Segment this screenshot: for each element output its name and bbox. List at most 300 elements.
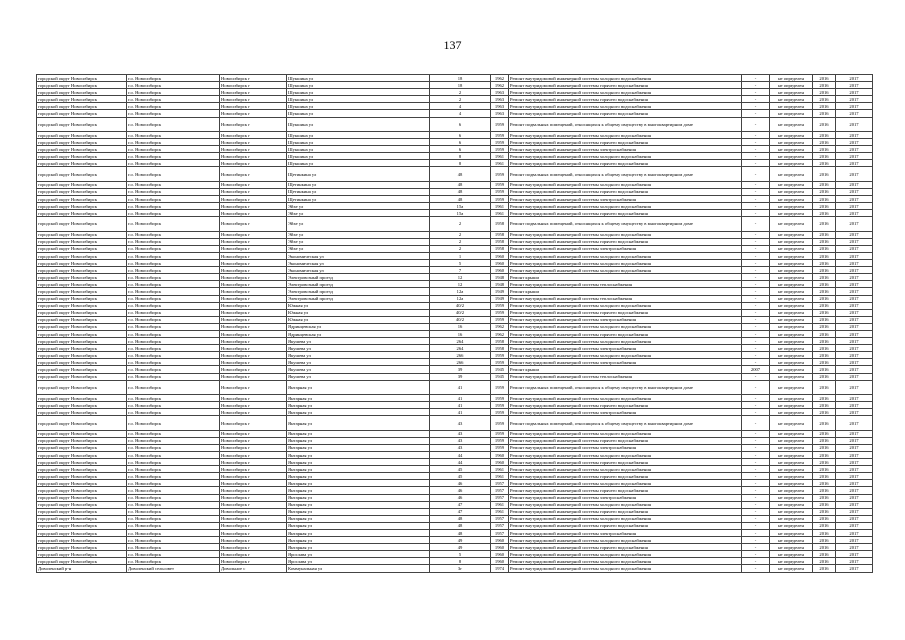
cell-cost: не определен	[770, 466, 813, 473]
cell-year-built: 1962	[491, 330, 509, 337]
cell-prev-repair-year: -	[742, 302, 770, 309]
cell-end-year: 2017	[836, 260, 873, 267]
cell-year-built: 1959	[491, 167, 509, 181]
cell-municipality: городской округ Новосибирск	[37, 238, 127, 245]
cell-year-built: 1959	[491, 359, 509, 366]
cell-settlement: г.о. Новосибирск	[127, 459, 220, 466]
cell-year-built: 1962	[491, 82, 509, 89]
cell-municipality: городской округ Новосибирск	[37, 103, 127, 110]
cell-street: Якушева ул	[287, 373, 430, 380]
cell-street: Янтарная ул	[287, 537, 430, 544]
cell-street: Щетинкина ул	[287, 181, 430, 188]
cell-work-type: Ремонт внутридомовой инженерной системы холодного водоснабжения	[509, 515, 742, 522]
table-row	[37, 444, 873, 451]
cell-work-type: Ремонт внутридомовой инженерной системы горячего водоснабжения	[509, 402, 742, 409]
cell-work-type: Ремонт внутридомовой инженерной системы горячего водоснабжения	[509, 188, 742, 195]
cell-cost: не определен	[770, 437, 813, 444]
cell-year-built: 1963	[491, 96, 509, 103]
cell-year-built: 1945	[491, 366, 509, 373]
cell-locality: Новосибирск г	[220, 203, 287, 210]
cell-street: Электровозный проезд	[287, 288, 430, 295]
cell-work-type: Ремонт внутридомовой инженерной системы горячего водоснабжения	[509, 508, 742, 515]
cell-cost: не определен	[770, 473, 813, 480]
cell-house-number: 49	[430, 537, 491, 544]
cell-municipality: городской округ Новосибирск	[37, 409, 127, 416]
cell-locality: Новосибирск г	[220, 82, 287, 89]
cell-year-built: 1959	[491, 352, 509, 359]
cell-year-built: 1961	[491, 153, 509, 160]
cell-work-type: Ремонт внутридомовой инженерной системы электроснабжения	[509, 359, 742, 366]
cell-prev-repair-year: -	[742, 551, 770, 558]
cell-prev-repair-year: -	[742, 89, 770, 96]
cell-municipality: городской округ Новосибирск	[37, 231, 127, 238]
cell-locality: Новосибирск г	[220, 316, 287, 323]
cell-year-built: 1959	[491, 181, 509, 188]
cell-start-year: 2016	[813, 302, 836, 309]
cell-end-year: 2017	[836, 409, 873, 416]
table-row	[37, 373, 873, 380]
cell-end-year: 2017	[836, 110, 873, 117]
cell-work-type: Ремонт подвальных помещений, относящихся к общему имуществу в многоквартирном доме	[509, 217, 742, 231]
cell-start-year: 2016	[813, 281, 836, 288]
cell-year-built: 1960	[491, 558, 509, 565]
cell-settlement: г.о. Новосибирск	[127, 416, 220, 430]
cell-street: Янтарная ул	[287, 380, 430, 394]
cell-settlement: г.о. Новосибирск	[127, 217, 220, 231]
cell-prev-repair-year: -	[742, 558, 770, 565]
cell-end-year: 2017	[836, 437, 873, 444]
cell-prev-repair-year: -	[742, 203, 770, 210]
cell-prev-repair-year: -	[742, 103, 770, 110]
cell-house-number: 44	[430, 459, 491, 466]
cell-start-year: 2016	[813, 409, 836, 416]
cell-work-type: Ремонт внутридомовой инженерной системы теплоснабжения	[509, 295, 742, 302]
cell-year-built: 1961	[491, 473, 509, 480]
cell-year-built: 1959	[491, 131, 509, 138]
cell-work-type: Ремонт внутридомовой инженерной системы горячего водоснабжения	[509, 437, 742, 444]
cell-cost: не определен	[770, 345, 813, 352]
cell-prev-repair-year: -	[742, 451, 770, 458]
cell-house-number: 39	[430, 366, 491, 373]
cell-street: Экономическая ул	[287, 267, 430, 274]
cell-cost: не определен	[770, 281, 813, 288]
cell-end-year: 2017	[836, 480, 873, 487]
cell-year-built: 1959	[491, 196, 509, 203]
cell-prev-repair-year: -	[742, 323, 770, 330]
cell-start-year: 2016	[813, 146, 836, 153]
cell-settlement: г.о. Новосибирск	[127, 522, 220, 529]
cell-prev-repair-year: -	[742, 437, 770, 444]
cell-start-year: 2016	[813, 153, 836, 160]
cell-start-year: 2016	[813, 188, 836, 195]
cell-year-built: 1962	[491, 75, 509, 82]
cell-work-type: Ремонт внутридомовой инженерной системы холодного водоснабжения	[509, 181, 742, 188]
cell-work-type: Ремонт внутридомовой инженерной системы холодного водоснабжения	[509, 551, 742, 558]
cell-year-built: 1959	[491, 188, 509, 195]
cell-municipality: Доволенский р-н	[37, 565, 127, 572]
cell-year-built: 1961	[491, 466, 509, 473]
cell-street: Янтарная ул	[287, 395, 430, 402]
table-row	[37, 146, 873, 153]
cell-year-built: 1960	[491, 451, 509, 458]
table-row	[37, 416, 873, 430]
cell-cost: не определен	[770, 188, 813, 195]
cell-municipality: городской округ Новосибирск	[37, 395, 127, 402]
cell-settlement: г.о. Новосибирск	[127, 330, 220, 337]
cell-street: Янтарная ул	[287, 402, 430, 409]
table-row	[37, 558, 873, 565]
cell-year-built: 1958	[491, 217, 509, 231]
cell-street: Шукшина ул	[287, 117, 430, 131]
table-row	[37, 274, 873, 281]
cell-house-number: 48	[430, 530, 491, 537]
cell-start-year: 2016	[813, 338, 836, 345]
table-row	[37, 352, 873, 359]
cell-cost: не определен	[770, 508, 813, 515]
cell-municipality: городской округ Новосибирск	[37, 217, 127, 231]
cell-municipality: городской округ Новосибирск	[37, 515, 127, 522]
cell-municipality: городской округ Новосибирск	[37, 522, 127, 529]
cell-settlement: г.о. Новосибирск	[127, 89, 220, 96]
cell-cost: не определен	[770, 75, 813, 82]
cell-house-number: 264	[430, 338, 491, 345]
cell-year-built: 1963	[491, 103, 509, 110]
cell-settlement: г.о. Новосибирск	[127, 487, 220, 494]
cell-street: Янтарная ул	[287, 544, 430, 551]
cell-cost: не определен	[770, 515, 813, 522]
cell-street: Экономическая ул	[287, 260, 430, 267]
cell-end-year: 2017	[836, 323, 873, 330]
cell-house-number: 5	[430, 260, 491, 267]
cell-start-year: 2016	[813, 508, 836, 515]
cell-cost: не определен	[770, 416, 813, 430]
cell-house-number: 3г	[430, 565, 491, 572]
cell-municipality: городской округ Новосибирск	[37, 288, 127, 295]
cell-locality: Новосибирск г	[220, 508, 287, 515]
cell-work-type: Ремонт внутридомовой инженерной системы теплоснабжения	[509, 373, 742, 380]
cell-year-built: 1948	[491, 281, 509, 288]
cell-house-number: 15а	[430, 210, 491, 217]
table-row	[37, 366, 873, 373]
cell-settlement: г.о. Новосибирск	[127, 188, 220, 195]
cell-start-year: 2016	[813, 181, 836, 188]
table-row	[37, 252, 873, 259]
cell-locality: Новосибирск г	[220, 522, 287, 529]
cell-work-type: Ремонт внутридомовой инженерной системы холодного водоснабжения	[509, 89, 742, 96]
cell-municipality: городской округ Новосибирск	[37, 274, 127, 281]
cell-work-type: Ремонт внутридомовой инженерной системы холодного водоснабжения	[509, 103, 742, 110]
cell-work-type: Ремонт внутридомовой инженерной системы горячего водоснабжения	[509, 544, 742, 551]
cell-end-year: 2017	[836, 338, 873, 345]
cell-start-year: 2016	[813, 515, 836, 522]
cell-house-number: 43	[430, 437, 491, 444]
cell-prev-repair-year: -	[742, 466, 770, 473]
cell-start-year: 2016	[813, 466, 836, 473]
cell-prev-repair-year: -	[742, 274, 770, 281]
cell-start-year: 2016	[813, 494, 836, 501]
cell-prev-repair-year: -	[742, 530, 770, 537]
cell-end-year: 2017	[836, 373, 873, 380]
cell-work-type: Ремонт внутридомовой инженерной системы холодного водоснабжения	[509, 480, 742, 487]
cell-end-year: 2017	[836, 515, 873, 522]
table-row	[37, 117, 873, 131]
table-row	[37, 302, 873, 309]
cell-cost: не определен	[770, 530, 813, 537]
cell-municipality: городской округ Новосибирск	[37, 260, 127, 267]
cell-work-type: Ремонт внутридомовой инженерной системы горячего водоснабжения	[509, 473, 742, 480]
cell-settlement: г.о. Новосибирск	[127, 252, 220, 259]
cell-house-number: 12	[430, 274, 491, 281]
cell-municipality: городской округ Новосибирск	[37, 167, 127, 181]
table-row	[37, 181, 873, 188]
cell-prev-repair-year: -	[742, 288, 770, 295]
cell-locality: Новосибирск г	[220, 480, 287, 487]
cell-work-type: Ремонт внутридомовой инженерной системы холодного водоснабжения	[509, 565, 742, 572]
cell-locality: Новосибирск г	[220, 338, 287, 345]
cell-work-type: Ремонт внутридомовой инженерной системы холодного водоснабжения	[509, 231, 742, 238]
cell-end-year: 2017	[836, 309, 873, 316]
cell-work-type: Ремонт крыши	[509, 274, 742, 281]
cell-end-year: 2017	[836, 103, 873, 110]
cell-house-number: 41	[430, 380, 491, 394]
cell-prev-repair-year: -	[742, 117, 770, 131]
cell-year-built: 1959	[491, 402, 509, 409]
cell-municipality: городской округ Новосибирск	[37, 551, 127, 558]
cell-locality: Новосибирск г	[220, 302, 287, 309]
cell-start-year: 2016	[813, 274, 836, 281]
cell-end-year: 2017	[836, 330, 873, 337]
cell-work-type: Ремонт внутридомовой инженерной системы холодного водоснабжения	[509, 558, 742, 565]
cell-locality: Новосибирск г	[220, 196, 287, 203]
cell-house-number: 48	[430, 515, 491, 522]
cell-prev-repair-year: -	[742, 316, 770, 323]
cell-locality: Новосибирск г	[220, 359, 287, 366]
cell-prev-repair-year: -	[742, 373, 770, 380]
cell-work-type: Ремонт внутридомовой инженерной системы горячего водоснабжения	[509, 238, 742, 245]
cell-cost: не определен	[770, 330, 813, 337]
cell-year-built: 1958	[491, 338, 509, 345]
cell-house-number: 264	[430, 345, 491, 352]
page-number: 137	[443, 38, 462, 52]
cell-start-year: 2016	[813, 288, 836, 295]
cell-start-year: 2016	[813, 131, 836, 138]
cell-end-year: 2017	[836, 501, 873, 508]
cell-settlement: г.о. Новосибирск	[127, 451, 220, 458]
cell-street: Ядринцевская ул	[287, 323, 430, 330]
cell-cost: не определен	[770, 459, 813, 466]
cell-street: Якушева ул	[287, 366, 430, 373]
cell-work-type: Ремонт крыши	[509, 366, 742, 373]
cell-work-type: Ремонт внутридомовой инженерной системы холодного водоснабжения	[509, 501, 742, 508]
cell-prev-repair-year: -	[742, 501, 770, 508]
cell-house-number: 45	[430, 473, 491, 480]
cell-locality: Новосибирск г	[220, 395, 287, 402]
cell-end-year: 2017	[836, 302, 873, 309]
cell-end-year: 2017	[836, 451, 873, 458]
cell-settlement: г.о. Новосибирск	[127, 430, 220, 437]
cell-end-year: 2017	[836, 551, 873, 558]
cell-cost: не определен	[770, 487, 813, 494]
cell-work-type: Ремонт внутридомовой инженерной системы холодного водоснабжения	[509, 75, 742, 82]
cell-municipality: городской округ Новосибирск	[37, 295, 127, 302]
cell-locality: Новосибирск г	[220, 537, 287, 544]
cell-year-built: 1957	[491, 494, 509, 501]
cell-settlement: г.о. Новосибирск	[127, 402, 220, 409]
cell-street: Янтарная ул	[287, 487, 430, 494]
cell-prev-repair-year: -	[742, 167, 770, 181]
table-row	[37, 203, 873, 210]
cell-prev-repair-year: -	[742, 459, 770, 466]
cell-cost: не определен	[770, 316, 813, 323]
cell-municipality: городской округ Новосибирск	[37, 89, 127, 96]
cell-prev-repair-year: -	[742, 537, 770, 544]
cell-house-number: 48	[430, 181, 491, 188]
table-row	[37, 565, 873, 572]
cell-end-year: 2017	[836, 181, 873, 188]
cell-prev-repair-year: -	[742, 110, 770, 117]
table-row	[37, 537, 873, 544]
cell-municipality: городской округ Новосибирск	[37, 309, 127, 316]
cell-work-type: Ремонт внутридомовой инженерной системы холодного водоснабжения	[509, 131, 742, 138]
cell-work-type: Ремонт внутридомовой инженерной системы горячего водоснабжения	[509, 522, 742, 529]
cell-street: Шукшина ул	[287, 131, 430, 138]
cell-settlement: г.о. Новосибирск	[127, 238, 220, 245]
cell-cost: не определен	[770, 160, 813, 167]
cell-street: Электровозный проезд	[287, 295, 430, 302]
cell-locality: Новосибирск г	[220, 416, 287, 430]
cell-cost: не определен	[770, 89, 813, 96]
table-row	[37, 515, 873, 522]
cell-end-year: 2017	[836, 167, 873, 181]
cell-cost: не определен	[770, 444, 813, 451]
table-row	[37, 330, 873, 337]
cell-end-year: 2017	[836, 96, 873, 103]
cell-municipality: городской округ Новосибирск	[37, 196, 127, 203]
cell-year-built: 1949	[491, 295, 509, 302]
cell-municipality: городской округ Новосибирск	[37, 188, 127, 195]
cell-end-year: 2017	[836, 494, 873, 501]
cell-locality: Новосибирск г	[220, 444, 287, 451]
cell-start-year: 2016	[813, 395, 836, 402]
cell-cost: не определен	[770, 501, 813, 508]
cell-street: Янтарная ул	[287, 515, 430, 522]
cell-start-year: 2016	[813, 530, 836, 537]
cell-cost: не определен	[770, 309, 813, 316]
cell-street: Щетинкина ул	[287, 196, 430, 203]
cell-end-year: 2017	[836, 544, 873, 551]
cell-start-year: 2016	[813, 487, 836, 494]
cell-prev-repair-year: -	[742, 352, 770, 359]
cell-locality: Новосибирск г	[220, 295, 287, 302]
cell-street: Янтарная ул	[287, 466, 430, 473]
cell-year-built: 1959	[491, 437, 509, 444]
cell-prev-repair-year: -	[742, 96, 770, 103]
cell-end-year: 2017	[836, 402, 873, 409]
cell-house-number: 2	[430, 245, 491, 252]
cell-cost: не определен	[770, 181, 813, 188]
table-row	[37, 395, 873, 402]
cell-house-number: 8	[430, 160, 491, 167]
cell-settlement: г.о. Новосибирск	[127, 515, 220, 522]
cell-year-built: 1960	[491, 544, 509, 551]
cell-year-built: 1959	[491, 139, 509, 146]
cell-street: Янтарная ул	[287, 480, 430, 487]
cell-start-year: 2016	[813, 309, 836, 316]
cell-cost: не определен	[770, 260, 813, 267]
cell-start-year: 2016	[813, 380, 836, 394]
cell-house-number: 6	[430, 146, 491, 153]
cell-work-type: Ремонт внутридомовой инженерной системы теплоснабжения	[509, 281, 742, 288]
cell-house-number: 16	[430, 330, 491, 337]
cell-prev-repair-year: -	[742, 260, 770, 267]
cell-work-type: Ремонт внутридомовой инженерной системы холодного водоснабжения	[509, 153, 742, 160]
cell-house-number: 266	[430, 359, 491, 366]
cell-settlement: г.о. Новосибирск	[127, 203, 220, 210]
cell-cost: не определен	[770, 565, 813, 572]
cell-cost: не определен	[770, 238, 813, 245]
cell-cost: не определен	[770, 373, 813, 380]
cell-end-year: 2017	[836, 359, 873, 366]
cell-municipality: городской округ Новосибирск	[37, 402, 127, 409]
cell-street: Ядринцевская ул	[287, 330, 430, 337]
cell-municipality: городской округ Новосибирск	[37, 338, 127, 345]
cell-start-year: 2016	[813, 480, 836, 487]
cell-street: Экономическая ул	[287, 252, 430, 259]
cell-cost: не определен	[770, 252, 813, 259]
cell-year-built: 1959	[491, 395, 509, 402]
cell-year-built: 1957	[491, 515, 509, 522]
cell-prev-repair-year: -	[742, 252, 770, 259]
cell-year-built: 1959	[491, 117, 509, 131]
cell-year-built: 1958	[491, 238, 509, 245]
cell-house-number: 2	[430, 96, 491, 103]
cell-locality: Новосибирск г	[220, 139, 287, 146]
cell-prev-repair-year: -	[742, 146, 770, 153]
cell-locality: Новосибирск г	[220, 252, 287, 259]
cell-locality: Новосибирск г	[220, 430, 287, 437]
table-row	[37, 238, 873, 245]
cell-street: Эйхе ул	[287, 238, 430, 245]
cell-prev-repair-year: -	[742, 402, 770, 409]
cell-house-number: 40/2	[430, 309, 491, 316]
table-row	[37, 494, 873, 501]
cell-work-type: Ремонт внутридомовой инженерной системы холодного водоснабжения	[509, 430, 742, 437]
cell-start-year: 2016	[813, 117, 836, 131]
cell-house-number: 5	[430, 551, 491, 558]
cell-start-year: 2016	[813, 203, 836, 210]
cell-locality: Новосибирск г	[220, 309, 287, 316]
cell-house-number: 15а	[430, 203, 491, 210]
cell-cost: не определен	[770, 544, 813, 551]
table-row	[37, 551, 873, 558]
cell-work-type: Ремонт внутридомовой инженерной системы холодного водоснабжения	[509, 395, 742, 402]
cell-year-built: 1958	[491, 245, 509, 252]
cell-settlement: г.о. Новосибирск	[127, 366, 220, 373]
cell-start-year: 2016	[813, 103, 836, 110]
cell-work-type: Ремонт внутридомовой инженерной системы электроснабжения	[509, 409, 742, 416]
cell-house-number: 48	[430, 522, 491, 529]
cell-year-built: 1963	[491, 110, 509, 117]
table-row	[37, 309, 873, 316]
cell-locality: Новосибирск г	[220, 323, 287, 330]
cell-house-number: 48	[430, 188, 491, 195]
cell-locality: Новосибирск г	[220, 238, 287, 245]
cell-year-built: 1959	[491, 416, 509, 430]
cell-prev-repair-year: -	[742, 565, 770, 572]
cell-start-year: 2016	[813, 96, 836, 103]
table-row	[37, 380, 873, 394]
cell-street: Эйхе ул	[287, 245, 430, 252]
